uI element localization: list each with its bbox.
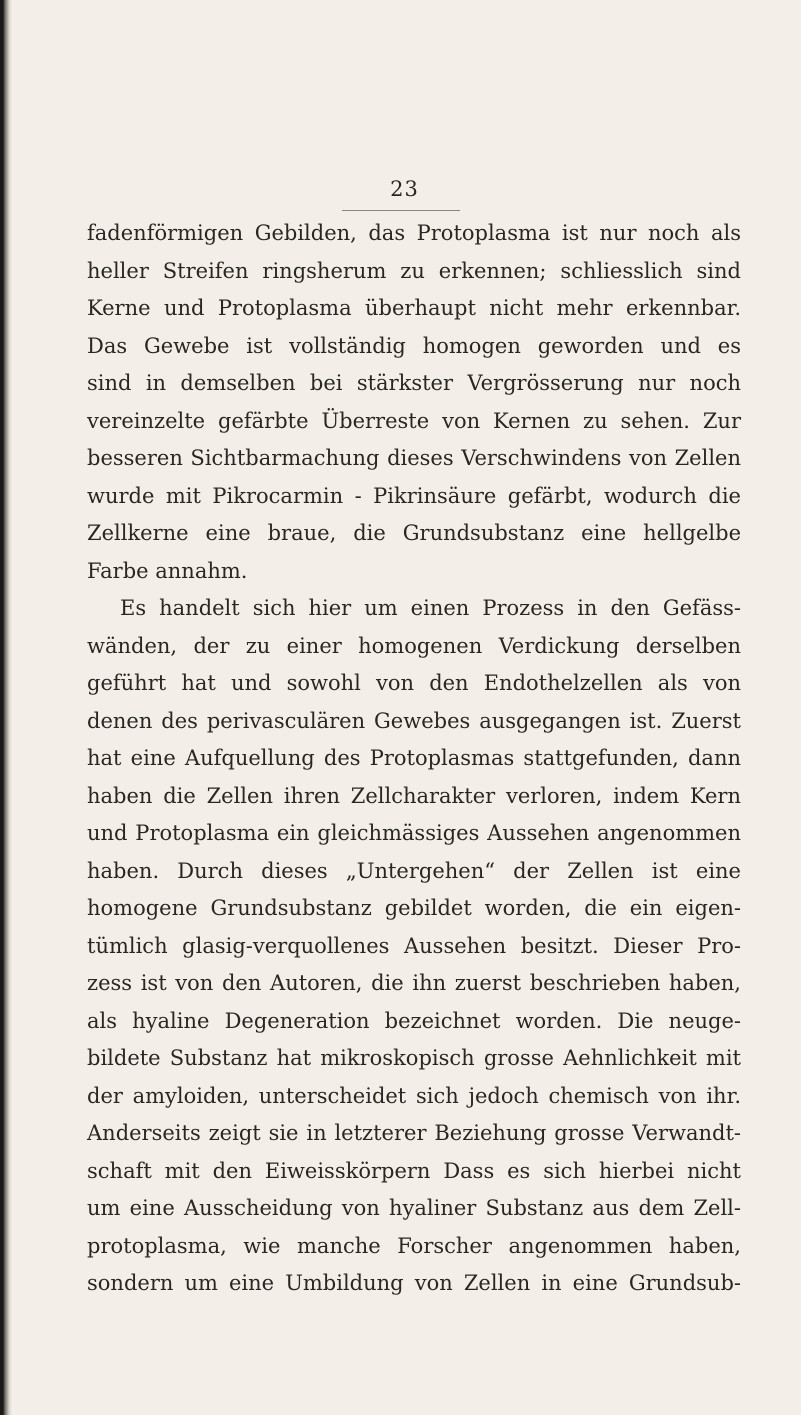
page-number-rule xyxy=(342,210,460,211)
text-line: fadenförmigen Gebilden, das Protoplasma ist nur noch als xyxy=(87,221,741,245)
text-line: wurde mit Pikrocarmin - Pikrinsäure gefärbt, wodurch die xyxy=(87,483,741,508)
text-line: Kerne und Protoplasma überhaupt nicht mehr erkennbar. xyxy=(87,296,741,320)
text-line: haben die Zellen ihren Zellcharakter verloren, indem Kern xyxy=(87,783,741,808)
text-line: vereinzelte gefärbte Überreste von Kernen zu sehen. Zur xyxy=(87,408,741,433)
text-line: sind in demselben bei stärkster Vergrösserung nur noch xyxy=(87,371,741,395)
text-line: Zellkerne eine braue, die Grundsubstanz eine hellgelbe xyxy=(87,521,741,545)
page-binding-edge xyxy=(0,0,12,1415)
text-line: der amyloiden, unterscheidet sich jedoch chemisch von ihr. xyxy=(87,1083,741,1108)
text-line: bildete Substanz hat mikroskopisch grosse Aehnlichkeit mit xyxy=(87,1046,741,1070)
page-number: 23 xyxy=(390,177,419,201)
text-line: homogene Grundsubstanz gebildet worden, die ein eigen- xyxy=(87,896,741,920)
paragraph-first-line: Es handelt sich hier um einen Prozess in den Gefäss- xyxy=(120,596,741,620)
text-line: Farbe annahm. xyxy=(87,558,248,583)
text-line: schaft mit den Eiweisskörpern Dass es sich hierbei nicht xyxy=(87,1158,741,1183)
text-line: hat eine Aufquellung des Protoplasmas stattgefunden, dann xyxy=(87,746,741,770)
text-line: geführt hat und sowohl von den Endothelzellen als von xyxy=(87,671,741,695)
text-line: protoplasma, wie manche Forscher angenommen haben, xyxy=(87,1233,741,1258)
text-line: als hyaline Degeneration bezeichnet worden. Die neuge- xyxy=(87,1008,741,1033)
text-line: heller Streifen ringsherum zu erkennen; schliesslich sind xyxy=(87,258,741,283)
text-line: tümlich glasig-verquollenes Aussehen besitzt. Dieser Pro- xyxy=(87,933,741,958)
text-line: sondern um eine Umbildung von Zellen in eine Grundsub- xyxy=(87,1271,741,1295)
body-text xyxy=(87,215,741,1303)
text-line: zess ist von den Autoren, die ihn zuerst beschrieben haben, xyxy=(87,971,741,995)
text-line: besseren Sichtbarmachung dieses Verschwindens von Zellen xyxy=(87,446,741,470)
text-line: denen des perivasculären Gewebes ausgegangen ist. Zuerst xyxy=(87,708,741,733)
text-line: haben. Durch dieses „Untergehen“ der Zellen ist eine xyxy=(87,858,741,883)
text-line: um eine Ausscheidung von hyaliner Substanz aus dem Zell- xyxy=(87,1196,741,1220)
text-line: Das Gewebe ist vollständig homogen geworden und es xyxy=(87,333,741,358)
text-line: Anderseits zeigt sie in letzterer Beziehung grosse Verwandt- xyxy=(87,1121,741,1145)
text-line: und Protoplasma ein gleichmässiges Aussehen angenommen xyxy=(87,821,741,845)
text-line: wänden, der zu einer homogenen Verdickung derselben xyxy=(87,633,741,658)
